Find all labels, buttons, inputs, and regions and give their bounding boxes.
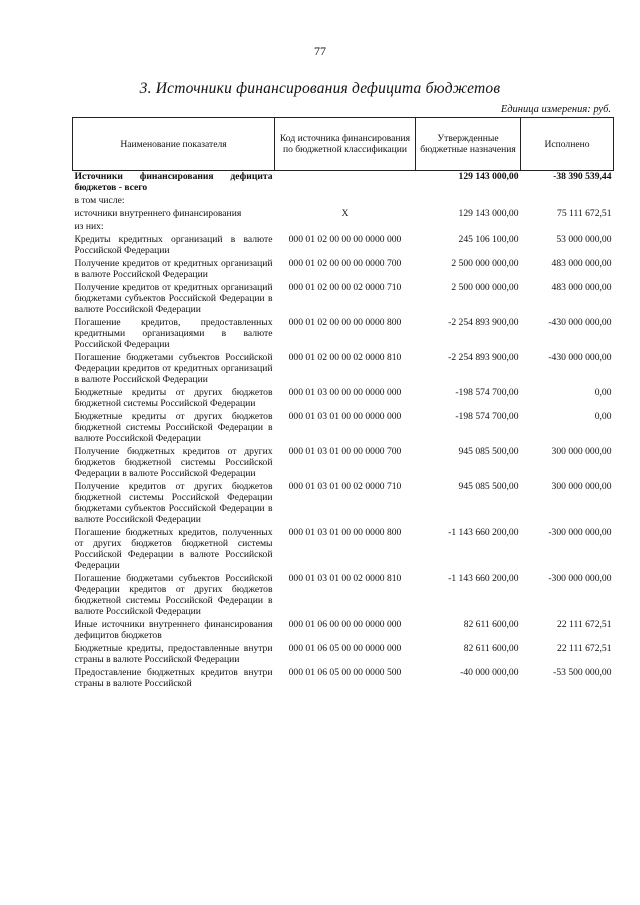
row-executed-amount: -300 000 000,00 bbox=[548, 527, 612, 538]
row-indicator-name: Предоставление бюджетных кредитов внутри страны в валюте Российской bbox=[74, 667, 273, 689]
row-approved-amount: -198 574 700,00 bbox=[455, 387, 519, 398]
header-indicator-name: Наименование показателя bbox=[73, 118, 275, 171]
row-executed-amount: 300 000 000,00 bbox=[551, 481, 612, 492]
row-approved-amount: 245 106 100,00 bbox=[458, 234, 519, 245]
row-source-code bbox=[275, 193, 416, 206]
table-row bbox=[73, 665, 614, 689]
row-source-code: 000 01 02 00 00 02 0000 710 bbox=[288, 282, 402, 293]
row-executed-amount: 75 111 672,51 bbox=[557, 208, 612, 219]
row-source-code: 000 01 03 01 00 00 0000 800 bbox=[288, 527, 402, 538]
row-source-code: 000 01 02 00 00 02 0000 810 bbox=[288, 352, 402, 363]
row-source-code: 000 01 02 00 00 00 0000 700 bbox=[288, 258, 402, 269]
row-indicator-name: Источники финансирования дефицита бюджетов - всего bbox=[74, 171, 273, 193]
row-executed-amount: 300 000 000,00 bbox=[551, 446, 612, 457]
table-row bbox=[73, 409, 614, 444]
row-executed-amount bbox=[521, 219, 614, 232]
row-approved-amount: 2 500 000 000,00 bbox=[451, 258, 519, 269]
row-indicator-name: Бюджетные кредиты от других бюджетов бюджетной системы Российской Федерации в валюте Российской Федерации bbox=[74, 411, 273, 444]
table-header bbox=[73, 118, 614, 171]
row-executed-amount: 53 000 000,00 bbox=[556, 234, 612, 245]
row-source-code: 000 01 03 01 00 02 0000 710 bbox=[288, 481, 402, 492]
header-row bbox=[73, 118, 614, 171]
table-row bbox=[73, 385, 614, 409]
table-row bbox=[73, 206, 614, 219]
row-source-code: 000 01 03 01 00 00 0000 000 bbox=[288, 411, 402, 422]
row-source-code: 000 01 02 00 00 00 0000 000 bbox=[288, 234, 402, 245]
table-row bbox=[73, 479, 614, 525]
row-source-code bbox=[275, 171, 416, 194]
row-indicator-name: Иные источники внутреннего финансирования дефицитов бюджетов bbox=[74, 619, 273, 641]
page-number: 77 bbox=[314, 44, 326, 58]
financing-sources-table bbox=[72, 117, 614, 689]
row-approved-amount: -198 574 700,00 bbox=[455, 411, 519, 422]
row-approved-amount: -40 000 000,00 bbox=[460, 667, 519, 678]
row-executed-amount: 22 111 672,51 bbox=[557, 619, 612, 630]
header-executed: Исполнено bbox=[521, 118, 614, 171]
header-approved: Утвержденные бюджетные назначения bbox=[416, 118, 521, 171]
table-row bbox=[73, 350, 614, 385]
row-indicator-name: Погашение кредитов, предоставленных кредитными организациями в валюте Российской Федерации bbox=[74, 317, 273, 350]
row-executed-amount: 22 111 672,51 bbox=[557, 643, 612, 654]
row-approved-amount: 945 085 500,00 bbox=[458, 481, 519, 492]
table-row bbox=[73, 525, 614, 571]
row-source-code: 000 01 02 00 00 00 0000 800 bbox=[288, 317, 402, 328]
row-source-code: 000 01 06 00 00 00 0000 000 bbox=[288, 619, 402, 630]
row-approved-amount: 945 085 500,00 bbox=[458, 446, 519, 457]
unit-label: Единица измерения: руб. bbox=[500, 104, 611, 115]
table-row bbox=[73, 315, 614, 350]
row-indicator-name: Погашение бюджетами субъектов Российской Федерации кредитов от других бюджетов бюджетной системы Российской Федерации в валюте Российской Федерации bbox=[74, 573, 273, 617]
row-executed-amount: 0,00 bbox=[594, 387, 612, 398]
row-executed-amount: -430 000 000,00 bbox=[548, 352, 612, 363]
row-source-code: 000 01 06 05 00 00 0000 000 bbox=[288, 643, 402, 654]
row-source-code: 000 01 03 01 00 02 0000 810 bbox=[288, 573, 402, 584]
row-executed-amount: 483 000 000,00 bbox=[551, 258, 612, 269]
table-row bbox=[73, 571, 614, 617]
row-executed-amount: -300 000 000,00 bbox=[548, 573, 612, 584]
row-approved-amount bbox=[416, 219, 521, 232]
row-approved-amount: 82 611 600,00 bbox=[463, 643, 519, 654]
row-source-code: 000 01 03 00 00 00 0000 000 bbox=[288, 387, 402, 398]
row-indicator-name: Получение кредитов от других бюджетов бюджетной системы Российской Федерации бюджетами субъектов Российской Федерации в валюте Российской Федерации bbox=[74, 481, 273, 525]
row-indicator-name: Погашение бюджетами субъектов Российской Федерации кредитов от кредитных организаций в валюте Российской Федерации bbox=[74, 352, 273, 385]
row-approved-amount: 82 611 600,00 bbox=[463, 619, 519, 630]
row-indicator-name: Кредиты кредитных организаций в валюте Российской Федерации bbox=[74, 234, 273, 256]
row-indicator-name: Погашение бюджетных кредитов, полученных от других бюджетов бюджетной системы Российской Федерации в валюте Российской Федерации bbox=[74, 527, 273, 571]
row-indicator-name: источники внутреннего финансирования bbox=[74, 208, 242, 219]
row-executed-amount: 483 000 000,00 bbox=[551, 282, 612, 293]
row-indicator-name: Получение бюджетных кредитов от других бюджетов бюджетной системы Российской Федерации в валюте Российской Федерации bbox=[74, 446, 273, 479]
table-body bbox=[73, 171, 614, 690]
row-approved-amount: 129 143 000,00 bbox=[458, 171, 519, 182]
row-source-code bbox=[275, 219, 416, 232]
table-row bbox=[73, 444, 614, 479]
table-row bbox=[73, 641, 614, 665]
row-executed-amount: -53 500 000,00 bbox=[553, 667, 612, 678]
table-row bbox=[73, 232, 614, 256]
row-approved-amount: -2 254 893 900,00 bbox=[448, 317, 519, 328]
section-title: 3. Источники финансирования дефицита бюджетов bbox=[139, 80, 501, 97]
table-row bbox=[73, 256, 614, 280]
header-source-code: Код источника финансирования по бюджетной классификации bbox=[275, 118, 416, 171]
row-approved-amount: -1 143 660 200,00 bbox=[448, 573, 519, 584]
table-row bbox=[73, 171, 614, 194]
row-executed-amount: -430 000 000,00 bbox=[548, 317, 612, 328]
row-source-code: 000 01 06 05 00 00 0000 500 bbox=[288, 667, 402, 678]
table-row bbox=[73, 617, 614, 641]
row-executed-amount: -38 390 539,44 bbox=[553, 171, 612, 182]
row-source-code: 000 01 03 01 00 00 0000 700 bbox=[288, 446, 402, 457]
table-row bbox=[73, 193, 614, 206]
row-indicator-name: из них: bbox=[74, 221, 104, 232]
row-approved-amount: 2 500 000 000,00 bbox=[451, 282, 519, 293]
row-approved-amount bbox=[416, 193, 521, 206]
table-row bbox=[73, 280, 614, 315]
row-indicator-name: Бюджетные кредиты от других бюджетов бюджетной системы Российской Федерации bbox=[74, 387, 273, 409]
row-approved-amount: -2 254 893 900,00 bbox=[448, 352, 519, 363]
row-approved-amount: 129 143 000,00 bbox=[458, 208, 519, 219]
row-indicator-name: в том числе: bbox=[74, 195, 125, 206]
row-executed-amount: 0,00 bbox=[594, 411, 612, 422]
row-approved-amount: -1 143 660 200,00 bbox=[448, 527, 519, 538]
table-row bbox=[73, 219, 614, 232]
row-indicator-name: Получение кредитов от кредитных организаций бюджетами субъектов Российской Федерации в валюте Российской Федерации bbox=[74, 282, 273, 315]
row-indicator-name: Бюджетные кредиты, предоставленные внутри страны в валюте Российской Федерации bbox=[74, 643, 273, 665]
row-source-code: X bbox=[341, 208, 349, 219]
row-indicator-name: Получение кредитов от кредитных организаций в валюте Российской Федерации bbox=[74, 258, 273, 280]
row-executed-amount bbox=[521, 193, 614, 206]
